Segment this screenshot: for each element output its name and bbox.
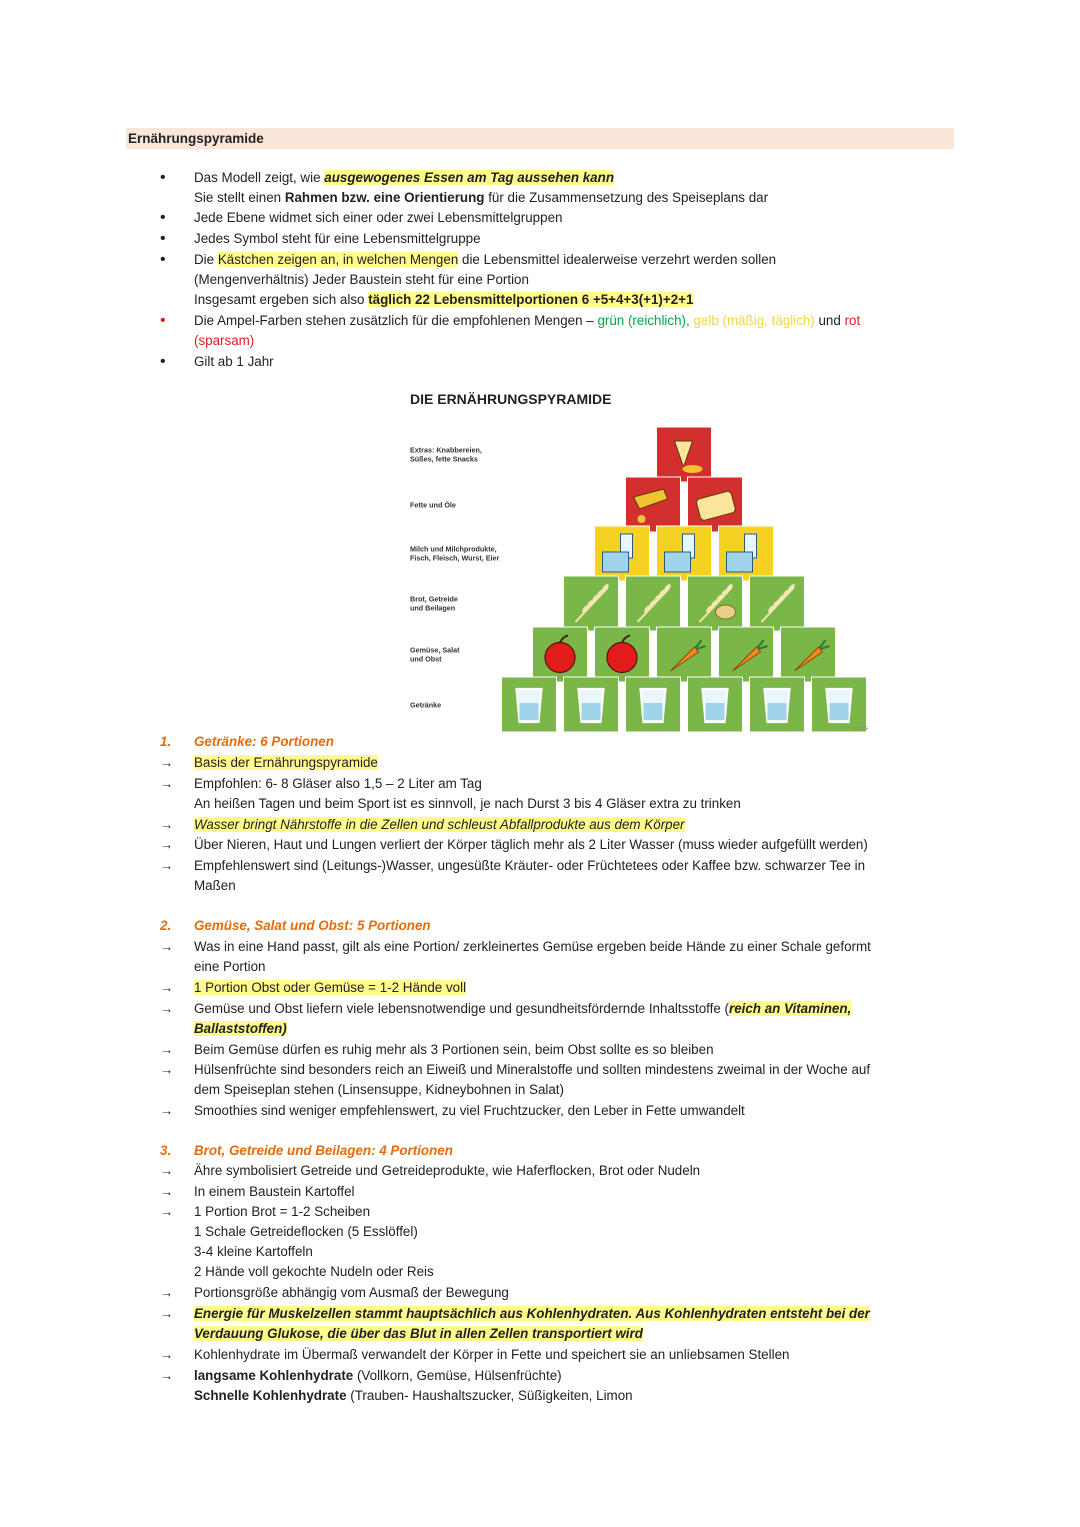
intro-bullet-2: Jede Ebene widmet sich einer oder zwei Lebensmittelgruppen [194, 210, 563, 225]
section-3-number: 3. [160, 1143, 172, 1158]
s3-line-2: In einem Baustein Kartoffel [194, 1184, 355, 1199]
s2-line-2: eine Portion [194, 959, 266, 974]
bullet-marker: • [160, 251, 166, 268]
arrow-marker: → [160, 1204, 174, 1219]
pyramid-level-label: Milch und Milchprodukte, [410, 544, 497, 554]
s2-line-1: Was in eine Hand passt, gilt als eine Portion/ zerkleinertes Gemüse ergeben beide Hände zu einer Schale geformt [194, 939, 871, 954]
arrow-marker: → [160, 776, 174, 791]
pyramid-level-label: Extras: Knabbereien, [410, 445, 482, 455]
s3-line-11: langsame Kohlenhydrate (Vollkorn, Gemüse, Hülsenfrüchte) [194, 1368, 562, 1383]
pyramid-block [719, 526, 774, 581]
arrow-marker: → [160, 1062, 174, 1077]
chips-icon [683, 465, 703, 473]
pyramid-block-background [781, 627, 836, 682]
s3-line-4: 1 Schale Getreideflocken (5 Esslöffel) [194, 1224, 418, 1239]
s2-line-3: 1 Portion Obst oder Gemüse = 1-2 Hände voll [194, 980, 467, 995]
s3-line-3: 1 Portion Brot = 1-2 Scheiben [194, 1204, 371, 1219]
bullet-marker: • [160, 230, 166, 247]
water-icon [830, 703, 849, 720]
pyramid-block [657, 627, 712, 682]
s2-line-5: Ballaststoffen) [194, 1021, 287, 1036]
potato-icon [716, 605, 736, 619]
arrow-marker: → [160, 817, 174, 832]
pyramid-block [750, 576, 805, 631]
bullet-marker: • [160, 353, 166, 370]
pyramid-block [595, 526, 650, 581]
pyramid-block [688, 677, 743, 732]
cheese-icon [665, 552, 691, 572]
pyramid-blocks [502, 427, 867, 732]
pyramid-block [626, 477, 681, 532]
s1-line-3: An heißen Tagen und beim Sport ist es sinnvoll, je nach Durst 3 bis 4 Gläser extra zu trinken [194, 796, 741, 811]
arrow-marker: → [160, 1285, 174, 1300]
water-icon [768, 703, 787, 720]
s3-line-8: Energie für Muskelzellen stammt hauptsächlich aus Kohlenhydraten. Aus Kohlenhydraten entsteht bei der [194, 1306, 870, 1321]
s3-line-1: Ähre symbolisiert Getreide und Getreideprodukte, wie Haferflocken, Brot oder Nudeln [194, 1163, 701, 1178]
s3-line-6: 2 Hände voll gekochte Nudeln oder Reis [194, 1264, 434, 1279]
pyramid-level-label: und Beilagen [410, 603, 456, 613]
s1-line-1: Basis der Ernährungspyramide [194, 755, 378, 770]
arrow-marker: → [160, 1184, 174, 1199]
section-1-title: Getränke: 6 Portionen [194, 734, 334, 749]
pyramid-block [533, 627, 588, 682]
arrow-marker: → [160, 1347, 174, 1362]
pyramid-block [781, 627, 836, 682]
section-3-title: Brot, Getreide und Beilagen: 4 Portionen [194, 1143, 453, 1158]
arrow-marker: → [160, 1306, 174, 1321]
arrow-marker: → [160, 1042, 174, 1057]
s1-line-5: Über Nieren, Haut und Lungen verliert der Körper täglich mehr als 2 Liter Wasser (muss wieder aufgefüllt werden) [194, 837, 868, 852]
pyramid-block [657, 526, 712, 581]
pyramid-block [564, 677, 619, 732]
pyramid-level-label: Fette und Öle [410, 500, 456, 510]
intro-bullet-3: Jedes Symbol steht für eine Lebensmittelgruppe [194, 231, 481, 246]
intro-bullet-5: Die Ampel-Farben stehen zusätzlich für die empfohlenen Mengen – grün (reichlich), gelb (mäßig, täglich) und rot [194, 313, 861, 328]
arrow-marker: → [160, 837, 174, 852]
arrow-marker: → [160, 1368, 174, 1383]
water-icon [644, 703, 663, 720]
food-pyramid-figure [396, 385, 876, 735]
arrow-marker: → [160, 980, 174, 995]
intro-bullet-1-cont: Sie stellt einen Rahmen bzw. eine Orientierung für die Zusammensetzung des Speiseplans dar [194, 190, 769, 205]
pyramid-block [502, 677, 557, 732]
s2-line-6: Beim Gemüse dürfen es ruhig mehr als 3 Portionen sein, beim Obst sollte es so bleiben [194, 1042, 714, 1057]
oil-drop-icon [638, 515, 646, 523]
s1-line-4: Wasser bringt Nährstoffe in die Zellen und schleust Abfallprodukte aus dem Körper [194, 817, 685, 832]
s2-line-7: Hülsenfrüchte sind besonders reich an Eiweiß und Mineralstoffe und sollten mindestens zweimal in der Woche auf [194, 1062, 871, 1077]
pyramid-block [750, 677, 805, 732]
pyramid-block [688, 477, 743, 532]
intro-bullet-4-total: Insgesamt ergeben sich also täglich 22 Lebensmittelportionen 6 +5+4+3(+1)+2+1 [194, 292, 694, 307]
apple-icon [607, 643, 637, 673]
pyramid-block [626, 677, 681, 732]
section-2-title: Gemüse, Salat und Obst: 5 Portionen [194, 918, 431, 933]
arrow-marker: → [160, 1001, 174, 1016]
s3-line-9: Verdauung Glukose, die über das Blut in allen Zellen transportiert wird [194, 1326, 643, 1341]
pyramid-level-label: Gemüse, Salat [410, 645, 460, 655]
pyramid-block-background [657, 627, 712, 682]
pyramid-block [626, 576, 681, 631]
pyramid-block-background [719, 627, 774, 682]
s3-line-7: Portionsgröße abhängig vom Ausmaß der Bewegung [194, 1285, 509, 1300]
pyramid-block [564, 576, 619, 631]
page-title: Ernährungspyramide [126, 128, 954, 149]
water-icon [706, 703, 725, 720]
pyramid-level-label: Süßes, fette Snacks [410, 454, 478, 464]
s1-line-7: Maßen [194, 878, 236, 893]
arrow-marker: → [160, 939, 174, 954]
intro-bullet-5-cont: (sparsam) [194, 333, 255, 348]
intro-bullet-1: Das Modell zeigt, wie ausgewogenes Essen am Tag aussehen kann [194, 170, 614, 185]
intro-bullet-6: Gilt ab 1 Jahr [194, 354, 274, 369]
s1-line-6: Empfehlenswert sind (Leitungs-)Wasser, ungesüßte Kräuter- oder Früchtetees oder Kaffee bzw. schwarzer Tee in [194, 858, 866, 873]
arrow-marker: → [160, 1103, 174, 1118]
s2-line-8: dem Speiseplan stehen (Linsensuppe, Kidneybohnen in Salat) [194, 1082, 564, 1097]
s3-line-10: Kohlenhydrate im Übermaß verwandelt der Körper in Fette und speichert sie an unliebsamen Stellen [194, 1347, 790, 1362]
s2-line-9: Smoothies sind weniger empfehlenswert, zu viel Fruchtzucker, den Leber in Fette umwandelt [194, 1103, 745, 1118]
section-1-number: 1. [160, 734, 172, 749]
cheese-icon [727, 552, 753, 572]
s3-line-5: 3-4 kleine Kartoffeln [194, 1244, 313, 1259]
pyramid-level-label: Getränke [410, 700, 442, 710]
cheese-icon [603, 552, 629, 572]
pyramid-title: DIE ERNÄHRUNGSPYRAMIDE [410, 391, 612, 407]
pyramid-level-label: Fisch, Fleisch, Wurst, Eier [410, 553, 500, 563]
pyramid-copyright: © BLE [854, 726, 869, 732]
section-2-number: 2. [160, 918, 172, 933]
bullet-marker: • [160, 312, 166, 329]
s1-line-2: Empfohlen: 6- 8 Gläser also 1,5 – 2 Liter am Tag [194, 776, 482, 791]
pyramid-block [719, 627, 774, 682]
pyramid-block [595, 627, 650, 682]
apple-icon [545, 643, 575, 673]
water-icon [582, 703, 601, 720]
bullet-marker: • [160, 169, 166, 186]
arrow-marker: → [160, 755, 174, 770]
water-icon [520, 703, 539, 720]
pyramid-labels [410, 446, 500, 710]
s2-line-4: Gemüse und Obst liefern viele lebensnotwendige und gesundheitsfördernde Inhaltsstoffe (reich an Vitaminen, [194, 1001, 852, 1016]
pyramid-block [688, 576, 743, 631]
pyramid-block [812, 677, 867, 732]
pyramid-block [657, 427, 712, 482]
s3-line-12: Schnelle Kohlenhydrate (Trauben- Haushaltszucker, Süßigkeiten, Limon [194, 1388, 633, 1403]
pyramid-level-label: Brot, Getreide [410, 594, 458, 604]
bullet-marker: • [160, 209, 166, 226]
intro-bullet-4-cont: (Mengenverhältnis) Jeder Baustein steht für eine Portion [194, 272, 529, 287]
arrow-marker: → [160, 1163, 174, 1178]
pyramid-level-label: und Obst [410, 654, 442, 664]
arrow-marker: → [160, 858, 174, 873]
intro-bullet-4: Die Kästchen zeigen an, in welchen Mengen die Lebensmittel idealerweise verzehrt werden sollen [194, 252, 777, 267]
